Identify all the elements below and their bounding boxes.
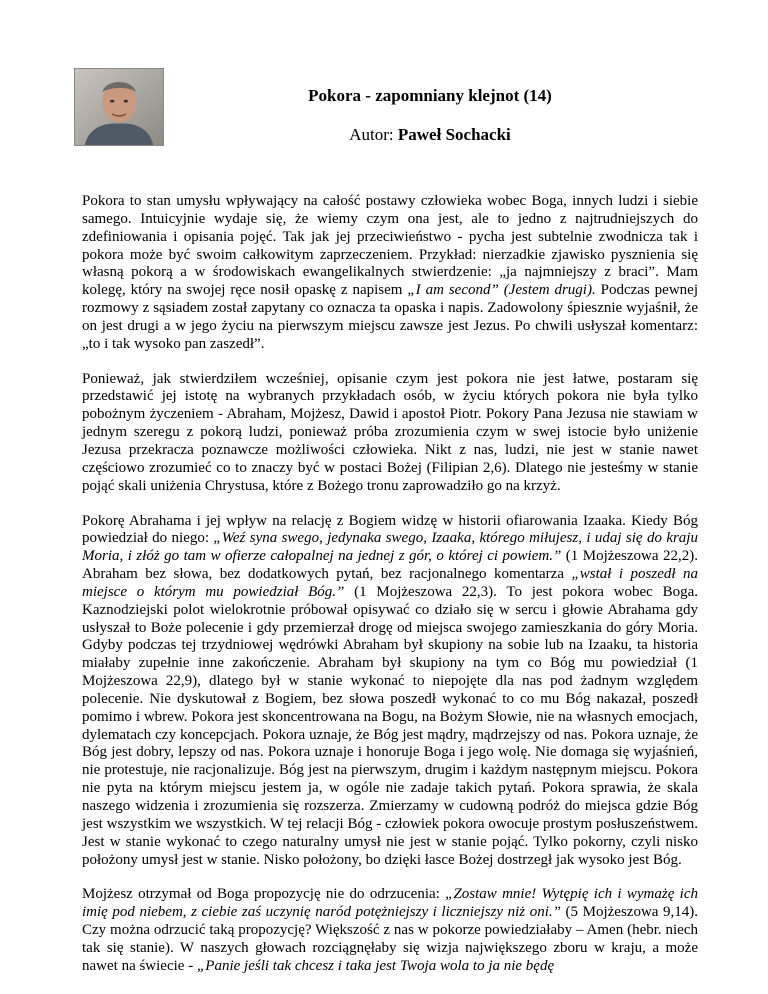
- paragraph-4: [82, 886, 698, 975]
- paragraph-3: [82, 513, 698, 870]
- author-label: Autor:: [349, 125, 398, 144]
- paragraph-text: Podczas pewnej rozmowy z sąsiadem został zapytany co oznacza ta opaska i napis. Zadowolony śpiesznie wyjaśnił, że on jest drugi a w jego życiu na pierwszym miejscu zawsze jest Jezus. Po chwili usłyszał komentarz: „to i tak wysoko pan zaszedł”.: [82, 282, 698, 352]
- quote-text: „Weź syna swego, jedynaka swego, Izaaka, którego miłujesz, i udaj się do kraju Moria, i złóż go tam w ofierze całopalnej na jednej z gór, o której ci powiem.”: [82, 530, 698, 565]
- paragraph-text: Pokora to stan umysłu wpływający na całość postawy człowieka wobec Boga, innych ludzi i siebie samego. Intuicyjnie wydaje się, że wiemy czym ona jest, ale to jedno z najtrudniejszych do zdefiniowania i opisania pojęć. Tak jak jej przeciwieństwo - pycha jest subtelnie zwodnicza tak i pokora może być swoim całkowitym zaprzeczeniem. Przykład: nierzadkie zjawisko pysznienia się własną pokorą a w środowiskach ewangelikalnych stwierdzenie: „ja najmniejszy z braci”. Mam kolegę, który na swojej ręce nosił opaskę z napisem: [82, 193, 698, 299]
- paragraph-2: Ponieważ, jak stwierdziłem wcześniej, opisanie czym jest pokora nie jest łatwe, postaram się przedstawić jej istotę na wybranych przykładach osób, w życiu których pokora nie była tylko pobożnym życzeniem - Abraham, Mojżesz, Dawid i apostoł Piotr. Pokory Pana Jezusa nie stawiam w jednym szeregu z pokorą ludzi, ponieważ próba zrozumienia czym w swej istocie było uniżenie Jezusa przekracza poznawcze możliwości człowieka. Nikt z nas, ludzi, nie jest w stanie nawet częściowo zrozumieć co to znaczy być w postaci Bożej (Filipian 2,6). Dlatego nie jesteśmy w stanie pojąć skali uniżenia Chrystusa, które z Bożego tronu zaprowadziło go na krzyż.: [82, 370, 698, 494]
- paragraph-text: (5 Mojżeszowa 9,14). Czy można odrzucić taką propozycję? Większość z nas w pokorze powiedziałaby – Amen (hebr. niech tak się stanie). W naszych głowach rozciągnęłaby się wizja największego zboru w kraju, a może nawet na świecie -: [82, 904, 698, 974]
- quote-text: „wstał i poszedł na miejsce o którym mu powiedział Bóg.”: [82, 566, 698, 600]
- paragraph-text: Pokorę Abrahama i jej wpływ na relację z Bogiem widzę w historii ofiarowania Izaaka. Kiedy Bóg powiedział do niego:: [82, 512, 698, 547]
- quote-text: „I am second” (Jestem drugi).: [407, 282, 596, 299]
- paragraph-text: (1 Mojżeszowa 22,3). To jest pokora wobec Boga. Kaznodziejski polot wielokrotnie próbował opisywać co działo się w sercu i głowie Abrahama gdy usłyszał to Boże polecenie i gdy przemierzał drogę od miejsca swojego zamieszkania do góry Moria. Gdyby podczas tej trzydniowej wędrówki Abraham był skupiony na sobie lub na Izaaku, ta historia miałaby zupełnie inne zakończenie. Abraham był skupiony na tym co Bóg mu powiedział (1 Mojżeszowa 22,9), dlatego był w stanie wykonać to niepojęte dla nas pod żadnym względem polecenie. Nie dyskutował z Bogiem, bez słowa poszedł wykonać to co mu Bóg nakazał, poszedł pomimo i wbrew. Pokora jest skoncentrowana na Bogu, na Bożym Słowie, nie na własnych emocjach, dylematach czy koncepcjach. Pokora uznaje, że Bóg jest mądry, mądrzejszy od nas. Pokora uznaje, że Bóg jest dobry, lepszy od nas. Pokora uznaje i honoruje Boga i jego wolę. Nie domaga się wyjaśnień, nie protestuje, nie racjonalizuje. Bóg jest na pierwszym, drugim i każdym następnym miejscu. Pokora nie pyta na którym miejscu jestem ja, w ogóle nie zadaje takich pytań. Pokora sprawia, że skala naszego widzenia i zrozumienia się rozszerza. Zmierzamy w cudowną podróż do miejsca gdzie Bóg jest wszystkim we wszystkich. W tej relacji Bóg - człowiek pokora owocuje prostym posłuszeństwem. Jest w stanie wykonać to czego naturalny umysł nie jest w stanie pojąć. Tylko pokorny, czyli nisko położony umysł jest w stanie. Nisko położony, bo dzięki łasce Bożej dostrzegł jak wysoko jest Bóg.: [82, 583, 698, 868]
- author-name: Paweł Sochacki: [397, 125, 511, 144]
- article-title: Pokora - zapomniany klejnot (14): [308, 86, 552, 105]
- paragraph-1: [82, 193, 698, 354]
- author-photo: [74, 68, 164, 146]
- paragraph-text: (1 Mojżeszowa 22,2). Abraham bez słowa, bez dodatkowych pytań, bez racjonalnego komentarza: [82, 548, 699, 583]
- author-line: [220, 125, 640, 145]
- paragraph-text: Mojżesz otrzymał od Boga propozycję nie do odrzucenia:: [82, 886, 446, 903]
- article-body: [82, 193, 698, 993]
- quote-text: „Panie jeśli tak chcesz i taka jest Twoja wola to ja nie będę: [196, 957, 555, 974]
- quote-text: „Zostaw mnie! Wytępię ich i wymażę ich imię pod niebem, z ciebie zaś uczynię naród potężniejszy i liczniejszy niż oni.”: [82, 886, 698, 921]
